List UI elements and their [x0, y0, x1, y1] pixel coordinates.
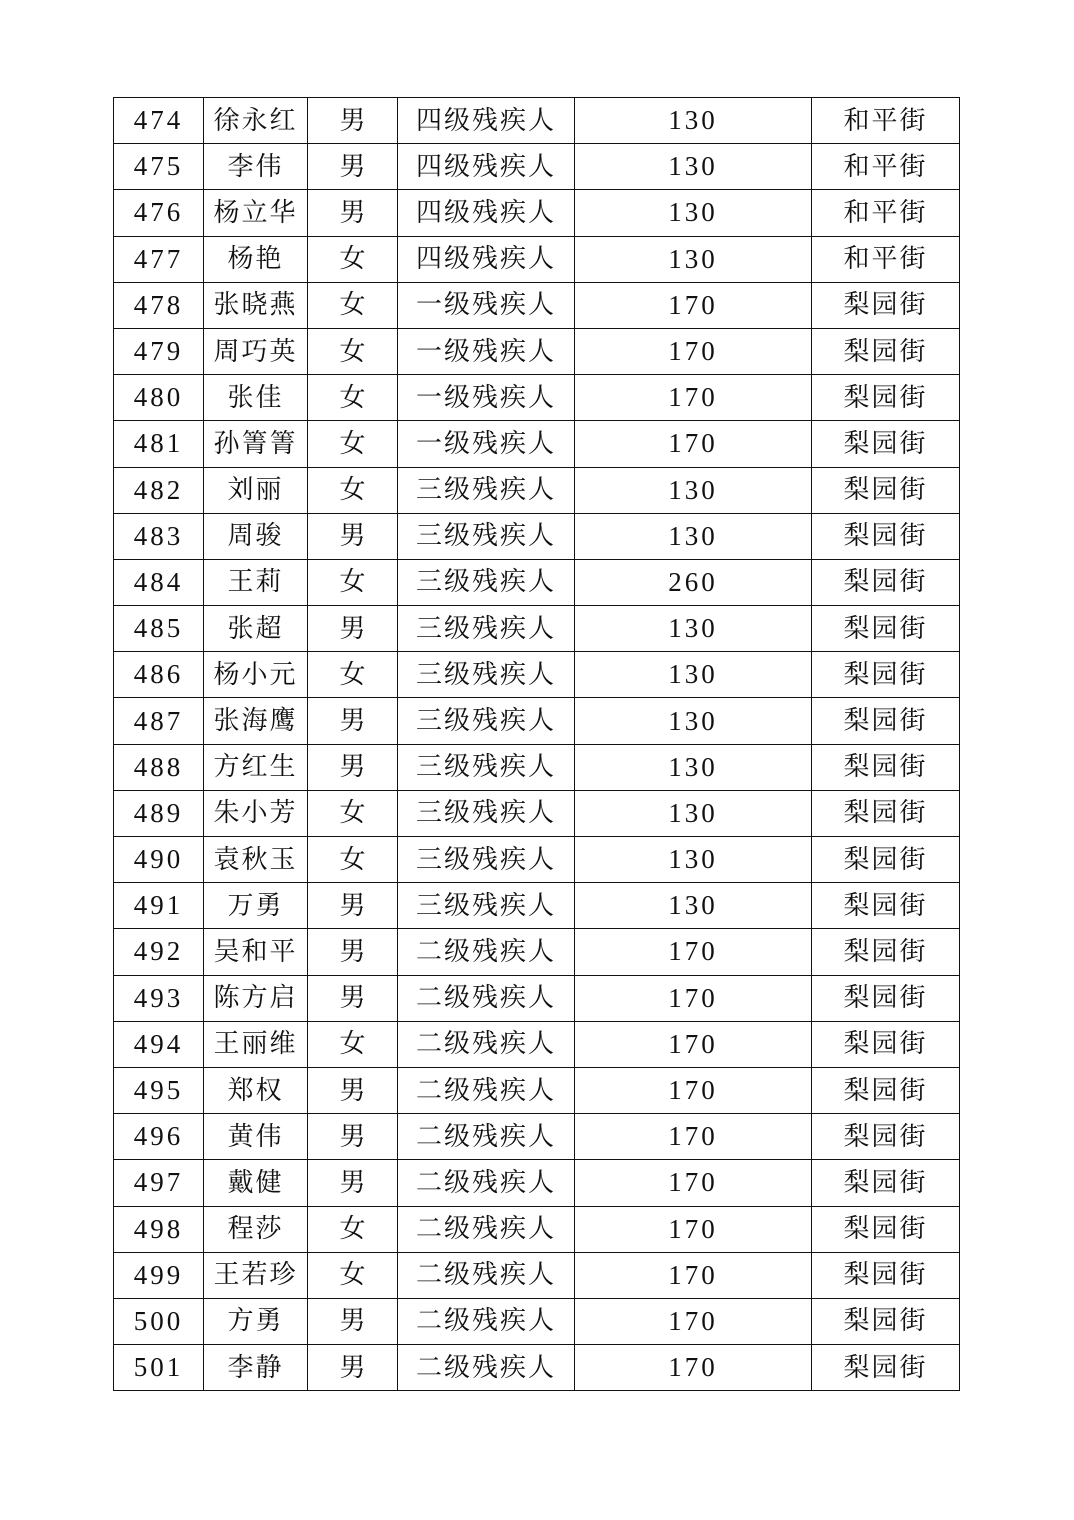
- gender-cell: 女: [308, 467, 398, 513]
- row-number-cell: 480: [114, 375, 204, 421]
- disability-level-cell: 二级残疾人: [398, 1067, 575, 1113]
- row-number-cell: 477: [114, 236, 204, 282]
- gender-cell: 女: [308, 1252, 398, 1298]
- gender-cell: 女: [308, 1021, 398, 1067]
- table-row: [114, 421, 960, 467]
- row-number-cell: 474: [114, 98, 204, 144]
- disability-level-cell: 二级残疾人: [398, 1252, 575, 1298]
- row-number-cell: 479: [114, 328, 204, 374]
- row-number-cell: 498: [114, 1206, 204, 1252]
- street-cell: 梨园街: [812, 513, 960, 559]
- name-cell: 王若珍: [204, 1252, 308, 1298]
- table-row: [114, 467, 960, 513]
- name-cell: 张海鹰: [204, 698, 308, 744]
- street-cell: 梨园街: [812, 1160, 960, 1206]
- table-row: [114, 1298, 960, 1344]
- name-cell: 孙箐箐: [204, 421, 308, 467]
- table-row: [114, 698, 960, 744]
- amount-cell: 130: [575, 883, 812, 929]
- table-row: [114, 1252, 960, 1298]
- disability-level-cell: 三级残疾人: [398, 883, 575, 929]
- gender-cell: 女: [308, 652, 398, 698]
- table-body: [114, 98, 960, 1391]
- name-cell: 王丽维: [204, 1021, 308, 1067]
- name-cell: 戴健: [204, 1160, 308, 1206]
- name-cell: 袁秋玉: [204, 837, 308, 883]
- amount-cell: 170: [575, 1298, 812, 1344]
- amount-cell: 170: [575, 1067, 812, 1113]
- row-number-cell: 483: [114, 513, 204, 559]
- disability-level-cell: 一级残疾人: [398, 421, 575, 467]
- row-number-cell: 495: [114, 1067, 204, 1113]
- disability-level-cell: 一级残疾人: [398, 375, 575, 421]
- name-cell: 方红生: [204, 744, 308, 790]
- row-number-cell: 496: [114, 1114, 204, 1160]
- table-row: [114, 282, 960, 328]
- table-row: [114, 652, 960, 698]
- name-cell: 周巧英: [204, 328, 308, 374]
- street-cell: 梨园街: [812, 975, 960, 1021]
- table-row: [114, 1021, 960, 1067]
- street-cell: 梨园街: [812, 698, 960, 744]
- street-cell: 梨园街: [812, 606, 960, 652]
- table-row: [114, 929, 960, 975]
- amount-cell: 130: [575, 236, 812, 282]
- recipient-table: [113, 97, 960, 1391]
- row-number-cell: 497: [114, 1160, 204, 1206]
- disability-level-cell: 二级残疾人: [398, 929, 575, 975]
- gender-cell: 女: [308, 328, 398, 374]
- amount-cell: 130: [575, 744, 812, 790]
- table-row: [114, 1160, 960, 1206]
- amount-cell: 130: [575, 652, 812, 698]
- row-number-cell: 492: [114, 929, 204, 975]
- table-row: [114, 375, 960, 421]
- street-cell: 梨园街: [812, 1252, 960, 1298]
- gender-cell: 女: [308, 790, 398, 836]
- row-number-cell: 494: [114, 1021, 204, 1067]
- disability-level-cell: 三级残疾人: [398, 652, 575, 698]
- amount-cell: 130: [575, 837, 812, 883]
- street-cell: 梨园街: [812, 744, 960, 790]
- gender-cell: 女: [308, 236, 398, 282]
- street-cell: 梨园街: [812, 421, 960, 467]
- disability-level-cell: 一级残疾人: [398, 282, 575, 328]
- street-cell: 和平街: [812, 236, 960, 282]
- gender-cell: 男: [308, 698, 398, 744]
- gender-cell: 男: [308, 929, 398, 975]
- disability-level-cell: 一级残疾人: [398, 328, 575, 374]
- disability-level-cell: 三级残疾人: [398, 837, 575, 883]
- amount-cell: 170: [575, 282, 812, 328]
- table-row: [114, 513, 960, 559]
- row-number-cell: 491: [114, 883, 204, 929]
- table-row: [114, 744, 960, 790]
- amount-cell: 130: [575, 790, 812, 836]
- row-number-cell: 476: [114, 190, 204, 236]
- name-cell: 陈方启: [204, 975, 308, 1021]
- disability-level-cell: 二级残疾人: [398, 1114, 575, 1160]
- disability-level-cell: 三级残疾人: [398, 606, 575, 652]
- gender-cell: 男: [308, 1114, 398, 1160]
- table-row: [114, 236, 960, 282]
- street-cell: 梨园街: [812, 1067, 960, 1113]
- name-cell: 黄伟: [204, 1114, 308, 1160]
- amount-cell: 130: [575, 467, 812, 513]
- amount-cell: 170: [575, 929, 812, 975]
- table-row: [114, 1206, 960, 1252]
- amount-cell: 170: [575, 1021, 812, 1067]
- table-row: [114, 1345, 960, 1391]
- table-row: [114, 606, 960, 652]
- street-cell: 梨园街: [812, 559, 960, 605]
- row-number-cell: 500: [114, 1298, 204, 1344]
- name-cell: 方勇: [204, 1298, 308, 1344]
- row-number-cell: 486: [114, 652, 204, 698]
- gender-cell: 女: [308, 559, 398, 605]
- gender-cell: 男: [308, 190, 398, 236]
- gender-cell: 男: [308, 1160, 398, 1206]
- amount-cell: 170: [575, 975, 812, 1021]
- row-number-cell: 484: [114, 559, 204, 605]
- disability-level-cell: 三级残疾人: [398, 698, 575, 744]
- table-row: [114, 883, 960, 929]
- disability-level-cell: 四级残疾人: [398, 98, 575, 144]
- street-cell: 梨园街: [812, 837, 960, 883]
- gender-cell: 男: [308, 144, 398, 190]
- table-row: [114, 975, 960, 1021]
- amount-cell: 130: [575, 513, 812, 559]
- street-cell: 梨园街: [812, 375, 960, 421]
- table-row: [114, 837, 960, 883]
- row-number-cell: 485: [114, 606, 204, 652]
- name-cell: 程莎: [204, 1206, 308, 1252]
- table-row: [114, 559, 960, 605]
- amount-cell: 260: [575, 559, 812, 605]
- table-row: [114, 190, 960, 236]
- street-cell: 梨园街: [812, 1206, 960, 1252]
- name-cell: 刘丽: [204, 467, 308, 513]
- amount-cell: 170: [575, 1206, 812, 1252]
- gender-cell: 女: [308, 375, 398, 421]
- amount-cell: 130: [575, 98, 812, 144]
- row-number-cell: 493: [114, 975, 204, 1021]
- name-cell: 张超: [204, 606, 308, 652]
- amount-cell: 170: [575, 375, 812, 421]
- street-cell: 梨园街: [812, 282, 960, 328]
- gender-cell: 女: [308, 421, 398, 467]
- gender-cell: 女: [308, 837, 398, 883]
- table-row: [114, 1114, 960, 1160]
- amount-cell: 170: [575, 1345, 812, 1391]
- gender-cell: 男: [308, 98, 398, 144]
- street-cell: 梨园街: [812, 1021, 960, 1067]
- disability-level-cell: 三级残疾人: [398, 744, 575, 790]
- gender-cell: 男: [308, 513, 398, 559]
- gender-cell: 男: [308, 744, 398, 790]
- gender-cell: 男: [308, 1067, 398, 1113]
- name-cell: 李伟: [204, 144, 308, 190]
- street-cell: 和平街: [812, 98, 960, 144]
- name-cell: 李静: [204, 1345, 308, 1391]
- disability-level-cell: 二级残疾人: [398, 1160, 575, 1206]
- name-cell: 徐永红: [204, 98, 308, 144]
- row-number-cell: 490: [114, 837, 204, 883]
- name-cell: 周骏: [204, 513, 308, 559]
- name-cell: 张晓燕: [204, 282, 308, 328]
- disability-level-cell: 三级残疾人: [398, 790, 575, 836]
- disability-level-cell: 二级残疾人: [398, 1298, 575, 1344]
- name-cell: 杨立华: [204, 190, 308, 236]
- amount-cell: 130: [575, 144, 812, 190]
- table-row: [114, 98, 960, 144]
- street-cell: 和平街: [812, 190, 960, 236]
- disability-level-cell: 三级残疾人: [398, 559, 575, 605]
- name-cell: 王莉: [204, 559, 308, 605]
- amount-cell: 130: [575, 698, 812, 744]
- row-number-cell: 478: [114, 282, 204, 328]
- name-cell: 万勇: [204, 883, 308, 929]
- disability-level-cell: 二级残疾人: [398, 1021, 575, 1067]
- row-number-cell: 501: [114, 1345, 204, 1391]
- row-number-cell: 488: [114, 744, 204, 790]
- gender-cell: 女: [308, 1206, 398, 1252]
- street-cell: 梨园街: [812, 1298, 960, 1344]
- amount-cell: 130: [575, 606, 812, 652]
- name-cell: 郑权: [204, 1067, 308, 1113]
- disability-level-cell: 二级残疾人: [398, 1345, 575, 1391]
- name-cell: 杨小元: [204, 652, 308, 698]
- table-row: [114, 328, 960, 374]
- name-cell: 杨艳: [204, 236, 308, 282]
- gender-cell: 男: [308, 975, 398, 1021]
- amount-cell: 170: [575, 1160, 812, 1206]
- gender-cell: 女: [308, 282, 398, 328]
- table-row: [114, 144, 960, 190]
- name-cell: 朱小芳: [204, 790, 308, 836]
- street-cell: 梨园街: [812, 929, 960, 975]
- gender-cell: 男: [308, 1298, 398, 1344]
- row-number-cell: 487: [114, 698, 204, 744]
- row-number-cell: 489: [114, 790, 204, 836]
- row-number-cell: 499: [114, 1252, 204, 1298]
- amount-cell: 170: [575, 421, 812, 467]
- street-cell: 梨园街: [812, 790, 960, 836]
- street-cell: 梨园街: [812, 652, 960, 698]
- amount-cell: 170: [575, 328, 812, 374]
- disability-level-cell: 三级残疾人: [398, 513, 575, 559]
- disability-level-cell: 二级残疾人: [398, 1206, 575, 1252]
- table-row: [114, 790, 960, 836]
- disability-level-cell: 四级残疾人: [398, 236, 575, 282]
- gender-cell: 男: [308, 883, 398, 929]
- name-cell: 张佳: [204, 375, 308, 421]
- row-number-cell: 482: [114, 467, 204, 513]
- street-cell: 梨园街: [812, 467, 960, 513]
- street-cell: 和平街: [812, 144, 960, 190]
- row-number-cell: 481: [114, 421, 204, 467]
- gender-cell: 男: [308, 606, 398, 652]
- street-cell: 梨园街: [812, 1114, 960, 1160]
- street-cell: 梨园街: [812, 883, 960, 929]
- amount-cell: 170: [575, 1114, 812, 1160]
- street-cell: 梨园街: [812, 1345, 960, 1391]
- amount-cell: 170: [575, 1252, 812, 1298]
- disability-level-cell: 二级残疾人: [398, 975, 575, 1021]
- disability-level-cell: 三级残疾人: [398, 467, 575, 513]
- disability-level-cell: 四级残疾人: [398, 144, 575, 190]
- amount-cell: 130: [575, 190, 812, 236]
- gender-cell: 男: [308, 1345, 398, 1391]
- street-cell: 梨园街: [812, 328, 960, 374]
- table-row: [114, 1067, 960, 1113]
- disability-level-cell: 四级残疾人: [398, 190, 575, 236]
- name-cell: 吴和平: [204, 929, 308, 975]
- row-number-cell: 475: [114, 144, 204, 190]
